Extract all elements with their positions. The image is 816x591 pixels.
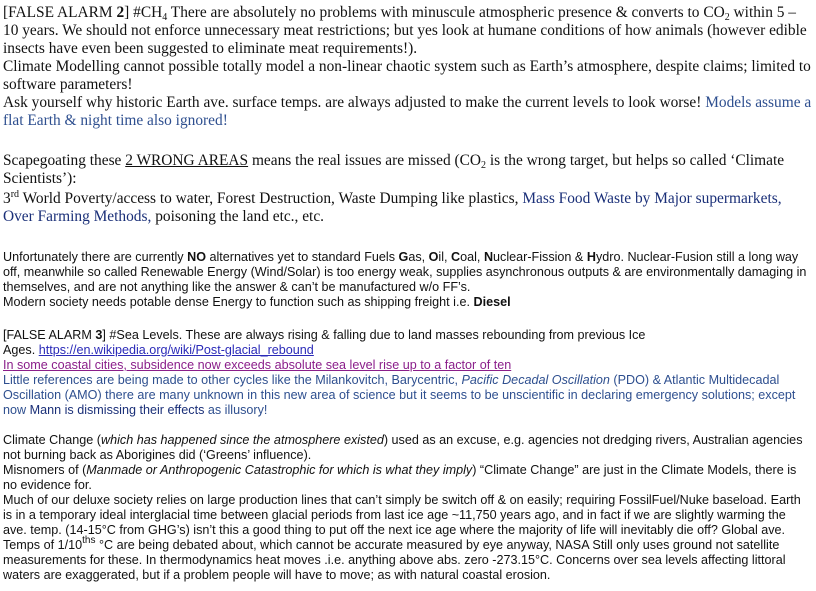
real-issues-paragraph: 3rd World Poverty/access to water, Forest Destruction, Waste Dumping like plastics, Mass Food Waste by Major supermarkets, Over Farming Methods, poisoning the land etc., etc. bbox=[3, 189, 782, 225]
wrong-areas-underlined: 2 WRONG AREAS bbox=[125, 152, 249, 169]
ch4-paragraph: [FALSE ALARM 2] $\#CH_4$ There are absolutely no problems with minuscule atmospheric presence & converts to $CO_2$ within 5 – 10 years. We should not enforce unnecessary meat restrictions; but yes look at humane conditions of how animals (however edible insects have even been suggested to eliminate meat requirements!). bbox=[3, 4, 807, 57]
energy-section bbox=[3, 250, 813, 310]
surface-temps-paragraph: Ask yourself why historic Earth ave. surface temps. are always adjusted to make the current levels to look worse! Models assume a flat Earth & night time also ignored! bbox=[3, 94, 812, 129]
excuse-paragraph: Climate Change (which has happened since the atmosphere existed) used as an excuse, e.g. agencies not dredging rivers, Australian agencies not burning back as Aborigines did (‘Greens’ influence). bbox=[3, 433, 803, 462]
dense-energy-paragraph: Modern society needs potable dense Energy to function such as shipping freight i.e. Diesel bbox=[3, 295, 511, 309]
post-glacial-rebound-link[interactable]: https://en.wikipedia.org/wiki/Post-glacial_rebound bbox=[38, 343, 314, 357]
climate-modelling-paragraph: Climate Modelling cannot possible totally model a non-linear chaotic system such as Earth’s atmosphere, despite claims; limited to software parameters! bbox=[3, 58, 811, 93]
cycles-paragraph: Little references are being made to other cycles like the Milankovitch, Barycentric, Pacific Decadal Oscillation (PDO) & Atlantic Multidecadal Oscillation (AMO) there are many unknown in this new area of science but it seems to be unscientific in declaring emergency solutions; except now Mann is dismissing their effects as illusory! bbox=[3, 373, 796, 417]
sea-levels-paragraph: [FALSE ALARM 3] #Sea Levels. These are always rising & falling due to land masses rebounding from previous Ice Ages. https://en.wikipedia.org/wiki/Post-glacial_rebound bbox=[3, 328, 646, 357]
subsidence-link[interactable]: In some coastal cities, subsidence now exceeds absolute sea level rise up to a factor of ten bbox=[3, 358, 512, 372]
baseload-paragraph: Much of our deluxe society relies on large production lines that can’t simply be switch off & on easily; requiring FossilFuel/Nuke baseload. Earth is in a temporary ideal interglacial time between glacial periods from last ice age ~11,750 years ago, and in fact if we are slightly warming the ave. temp. (14-15°C from GHG’s) isn’t this a good thing to put off the next ice age where the majority of life will inevitably die off? Global ave. Temps of $1/10^{ths}$ °C are being debated about, which cannot be accurate measured by eye anyway, NASA Still only uses ground not satellite measurements for these. In thermodynamics heat moves .i.e. anything above abs. zero -273.15°C. Concerns over sea levels affecting littoral waters are exaggerated, but if a problem people will have to move; as with natural coastal erosion. bbox=[3, 493, 801, 582]
misnomers-paragraph: Misnomers of (Manmade or Anthropogenic Catastrophic for which is what they imply) “Climate Change” are just in the Climate Models, there is no evidence for. bbox=[3, 463, 797, 492]
false-alarm-3-section bbox=[3, 328, 673, 358]
diesel-word: Diesel bbox=[473, 295, 511, 309]
climate-change-section bbox=[3, 433, 813, 583]
false-alarm-3-continued bbox=[3, 358, 813, 418]
food-waste-note: Mass Food Waste by Major supermarkets, Over Farming Methods, bbox=[3, 190, 782, 225]
models-flat-earth-note: Models assume a flat Earth & night time also ignored! bbox=[3, 94, 812, 129]
scapegoating-section bbox=[3, 152, 813, 226]
scapegoating-paragraph: Scapegoating these 2 WRONG AREAS means the real issues are missed ($CO_2$ is the wrong target, but helps so called ‘Climate Scientists’): bbox=[3, 152, 785, 187]
mann-note: Mann is dismissing their effects bbox=[29, 403, 205, 417]
fuels-paragraph: Unfortunately there are currently NO alternatives yet to standard Fuels Gas, Oil, Coal, Nuclear-Fission & Hydro. Nuclear-Fusion still a long way off, meanwhile so called Renewable Energy (Wind/Solar) is too energy weak, supplies asynchronous outputs & are environmentally damaging in themselves, and are not anything like the answer & can’t be manufactured w/o FF’s. bbox=[3, 250, 807, 294]
false-alarm-2-section bbox=[3, 4, 813, 130]
